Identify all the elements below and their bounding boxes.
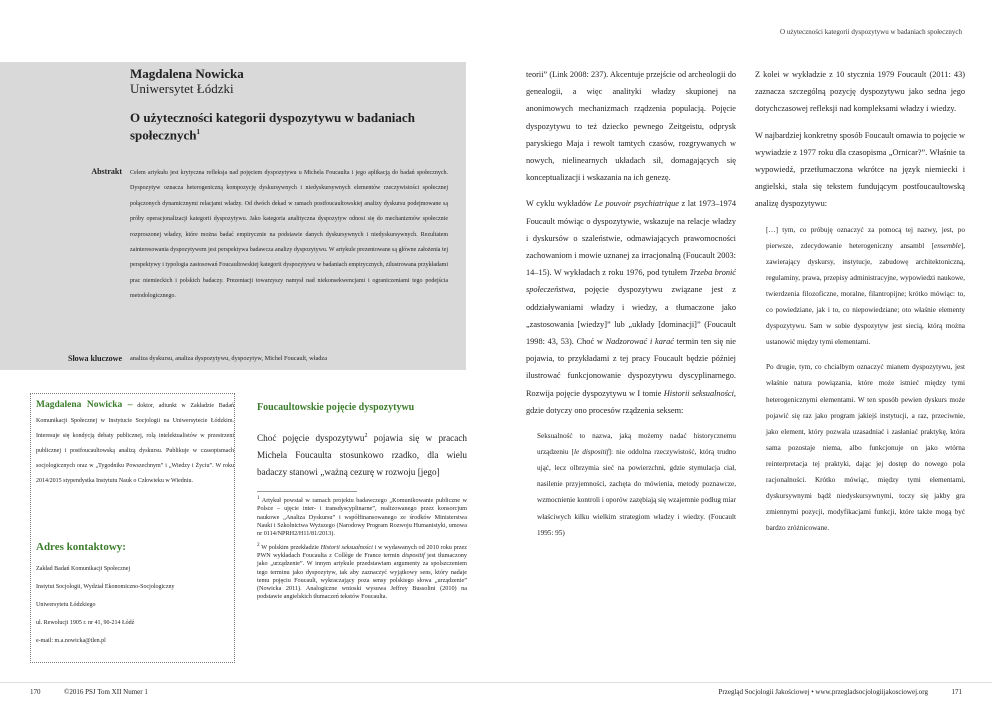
footnote-number: 1 <box>257 495 260 501</box>
block-quote <box>526 428 736 541</box>
abstract-text: Celem artykułu jest krytyczna refleksja nad pojęciem dyspozytywu u Michela Foucaulta i jego aplikacją do badań społecznych. Dyspozytyw oznacza heterogeniczną kompozycję dyskursywnych i niedyskursywnych elementów rzeczywistości społecznej połączonych dynamicznymi relacjami władzy. Od dwóch dekad w ramach postfoucaultowskiej analizy dyskursu podejmowane są próby operacjonalizacji kategorii dyspozytywu. Jako kategoria analityczna dyspozytyw odnosi się do mechanizmów społecznie rozproszonej władzy, które można badać empirycznie na podstawie danych dyskursywnych i niedyskursywnych. Rezultatem zainteresowania dyspozytywem jest perspektywa badawcza analizy dyspozytywu. W artykule prezentowane są główne założenia tej perspektywy i typologia zastosowań Foucaultowskiej kategorii dyspozytywu w badaniach empirycznych, zilustrowana przykładami prac niemieckich i polskich badaczy. Prezentacji towarzyszy namysł nad niekonsekwencjami i ograniczeniami tego podejścia metodologicznego. <box>130 170 448 300</box>
footnote-1 <box>257 494 467 539</box>
paragraph: teorii” (Link 2008: 237). Akcentuje przejście od archeologii do genealogii, a więc analityki władzy skupionej na anonimowych mechanizmach rządzenia populacją. Pojęcie dyspozytywu to też dziecko pewnego Zeitgeistu, odprysk paryskiego Maja i rewolt tamtych czasów, rozgrywanych w nowych, nielinearnych układach sił, domagających się konceptualizacji i wskazania na ich genezę. <box>526 70 736 183</box>
text: , gdzie dotyczy ono procesów rządzenia seksem: <box>526 388 736 415</box>
footnote-text: W polskim przekładzie <box>261 543 321 551</box>
footnote-2 <box>257 541 467 602</box>
text: ]: nie oddolna rzeczywistość, którą trudno ująć, lecz olbrzymia sieć na powierzchni, gdzie stymulacja ciał, nasilenie przyjemności, zachęta do mówienia, metody poznawcze, wzmocnienie kontroli i oporów zazębiają się wzajemnie podług miar właściwych kilku wielkim strategiom władzy i wiedzy. (Foucault 1995: 95) <box>537 448 736 537</box>
bio-text: doktor, adiunkt w Zakładzie Badań Komunikacji Społecznej w Instytucie Socjologii na Uniwersytecie Łódzkim. Interesuje się kondycją debaty publicznej, rolą intelektualistów w przestrzeni publicznej i postfoucaultowską analizą dyskursu. Publikuje w czasopismach socjologicznych oraz w „Tygodniku Powszechnym” i „Wiedzy i Życiu”. W roku 2014/2015 stypendystka Instytutu Nauk o Człowieku w Wiedniu. <box>36 403 235 484</box>
address-email[interactable]: e-mail: m.a.nowicka@tlen.pl <box>36 638 106 644</box>
address-line: Zakład Badań Komunikacji Społecznej <box>36 566 131 572</box>
section-text: Choć pojęcie dyspozytywu <box>257 433 365 444</box>
title-footnote-marker: 1 <box>196 128 200 136</box>
journal-issue: ©2016 PSJ Tom XII Numer 1 <box>64 688 148 696</box>
italic-title: Historii seksualności <box>663 388 734 398</box>
italic-title: Trzeba bronić społeczeństwa <box>526 268 736 295</box>
text: z lat 1973–1974 Foucault mówiąc o dyspozytywie, wskazuje na relacje władzy i dyskursów o szaleństwie, odmawiających prawomocności zachowaniom i mowie uznanej za irracjonalną (Foucault 2003: 14–15). W wykładach z roku 1976, pod tytułem <box>526 199 736 278</box>
text: ], zawierający dyskursy, instytucje, zabudowę architektoniczną, regulaminy, prawa, przepisy administracyjne, wypowiedzi naukowe, twierdzenia filozoficzne, moralne, filantropijne; krótko mówiąc: to, co powiedziane, jak i to, co niepowiedziane; oto właśnie elementy dyspozytywu. Sam w sobie dyspozytyw jest siecią, którą można ustanowić między tymi elementami. <box>766 241 965 347</box>
text: W cyklu wykładów <box>526 199 595 209</box>
paragraph: Z kolei w wykładzie z 10 stycznia 1979 Foucault (2011: 43) zaznacza szczególną pozycję dyspozytywu jako sedna jego dotychczasowej refleksji nad kompleksami władzy i wiedzy. <box>755 70 965 114</box>
italic-term: ensemble <box>934 241 961 250</box>
italic-title: Le pouvoir psychiatrique <box>594 199 679 209</box>
contact-heading: Adres kontaktowy: <box>36 541 126 553</box>
article-title <box>130 110 430 142</box>
abstract-label: Abstrakt <box>91 167 122 176</box>
address-line: ul. Rewolucji 1905 r. nr 41, 90-214 Łódź <box>36 620 135 626</box>
journal-name: Przegląd Socjologii Jakościowej • www.przegladsocjologiijakosciowej.org <box>718 688 928 696</box>
address-line: Uniwersytetu Łódzkiego <box>36 602 96 608</box>
footnote-number: 2 <box>257 541 260 548</box>
page-number-right: 171 <box>951 688 962 696</box>
author-bio <box>36 398 234 489</box>
footnote-divider <box>257 491 357 492</box>
keywords-text: analiza dyskursu, analiza dyspozytywu, dyspozytyw, Michel Foucault, władza <box>130 355 328 362</box>
block-quote: Po drugie, tym, co chciałbym oznaczyć mianem dyspozytywu, jest właśnie natura powiązania, które może istnieć między tymi heterogenicznymi elementami. W ten sposób pewien dyskurs może pojawić się raz jako program jakiejś instytucji, a raz, przeciwnie, jako element, który pozwala uzasadniać i zasłaniać praktykę, która sama pozostaje niema, albo funkcjonuje on jako wtórna reinterpretacja tej praktyki, dając jej dostęp do nowego pola racjonalności. Krótko mówiąc, między tymi elementami, dyskursywnymi bądź niedyskursywnymi, toczy się jakby gra zmiennymi pozycji, modyfikacjami funkcji, które także mogą być bardzo zróżnicowane. <box>766 363 965 533</box>
address-line: Instytut Socjologii, Wydział Ekonomiczno-Socjologiczny <box>36 584 175 590</box>
text: […] tym, co próbuję oznaczyć za pomocą tej nazwy, jest, po pierwsze, zdecydowanie heterogeniczny ansambl [ <box>766 225 965 250</box>
article-title-text: O użyteczności kategorii dyspozytywu w badaniach społecznych <box>130 110 415 143</box>
right-page-column-2 <box>755 66 965 545</box>
author-name: Magdalena Nowicka <box>130 66 244 81</box>
footnote-italic: Historii seksualności <box>320 543 373 551</box>
keywords-label: Słowa kluczowe <box>68 354 122 363</box>
footnote-text: jest tłumaczony jako „urządzenie”. W innym artykule przedstawiam argumenty za spolszczeniem tego terminu jako dyspozytyw, tak aby zaznaczyć wyjątkowy sens, który nadaje temu pojęciu Foucault, wykraczający poza sensy polskiego słowa „urządzenie” (Nowicka 2011). Analogiczne wnioski wysuwa Jeffrey Bussolini (2010) na podstawie angielskich tłumaczeń tekstów Foucaulta. <box>257 551 467 601</box>
paragraph <box>526 195 736 419</box>
right-page-column-1 <box>526 66 736 550</box>
section-heading: Foucaultowskie pojęcie dyspozytywu <box>257 402 415 413</box>
running-head: O użyteczności kategorii dyspozytywu w badaniach społecznych <box>780 28 962 36</box>
block-quote <box>755 222 965 351</box>
footnotes <box>257 494 467 604</box>
text: Seksualność to nazwa, jaką możemy nadać historycznemu urządzeniu [ <box>537 432 736 457</box>
italic-title: Nadzorować i karać <box>605 337 674 347</box>
page-number-left: 170 <box>30 688 41 696</box>
author-affiliation: Uniwersytet Łódzki <box>130 81 234 96</box>
section-body <box>257 428 467 481</box>
section-text: pojawia się w pracach Michela Foucaulta stosunkowo rzadko, dla wielu badaczy stanowi „ważną cezurę w rozwoju [jego] <box>257 433 467 478</box>
contact-address <box>36 560 175 650</box>
bio-author-name: Magdalena Nowicka – <box>36 400 133 410</box>
text: termin ten się nie pojawia, to przykładami z tej pracy Foucault będzie później ilustrować funkcjonowanie dyspozytywu dyscyplinarnego. Rozwija pojęcie dyspozytywu w I tomie <box>526 337 736 398</box>
footnote-text: Artykuł powstał w ramach projektu badawczego „Komunikowanie publiczne w Polsce – ujęcie inter- i transdyscyplinarne”, realizowanego przez konsorcjum naukowe „Analiza Dyskursu” i współfinansowanego ze środków Ministerstwa Nauki i Szkolnictwa Wyższego (Narodowy Program Rozwoju Humanistyki, umowa nr 0114/NPRH2/H11/81/2013). <box>257 497 467 538</box>
footnote-marker: 2 <box>364 433 368 439</box>
paragraph: W najbardziej konkretny sposób Foucault omawia to pojęcie w wywiadzie z 1977 roku dla czasopisma „Ornicar?”. Właśnie ta wypowiedź, przetłumaczona wkrótce na język niemiecki i angielski, stała się tekstem fundującym postfoucaultowską analizę dyspozytywu: <box>755 130 965 209</box>
text: , pojęcie dyspozytywu związane jest z oddziaływaniami władzy i wiedzy, a tłumaczone jako „zastosowania [wiedzy]” lub „układy [dominacji]” (Foucault 1998: 43, 53). Choć w <box>526 285 736 347</box>
footnote-italic: dispositif <box>402 551 425 559</box>
footer-divider <box>0 682 992 683</box>
footnote-text: i w wydawanych od 2010 roku przez PWN wykładach Foucaulta z Collège de France termin <box>257 543 468 559</box>
italic-term: le dispositif <box>574 448 609 457</box>
